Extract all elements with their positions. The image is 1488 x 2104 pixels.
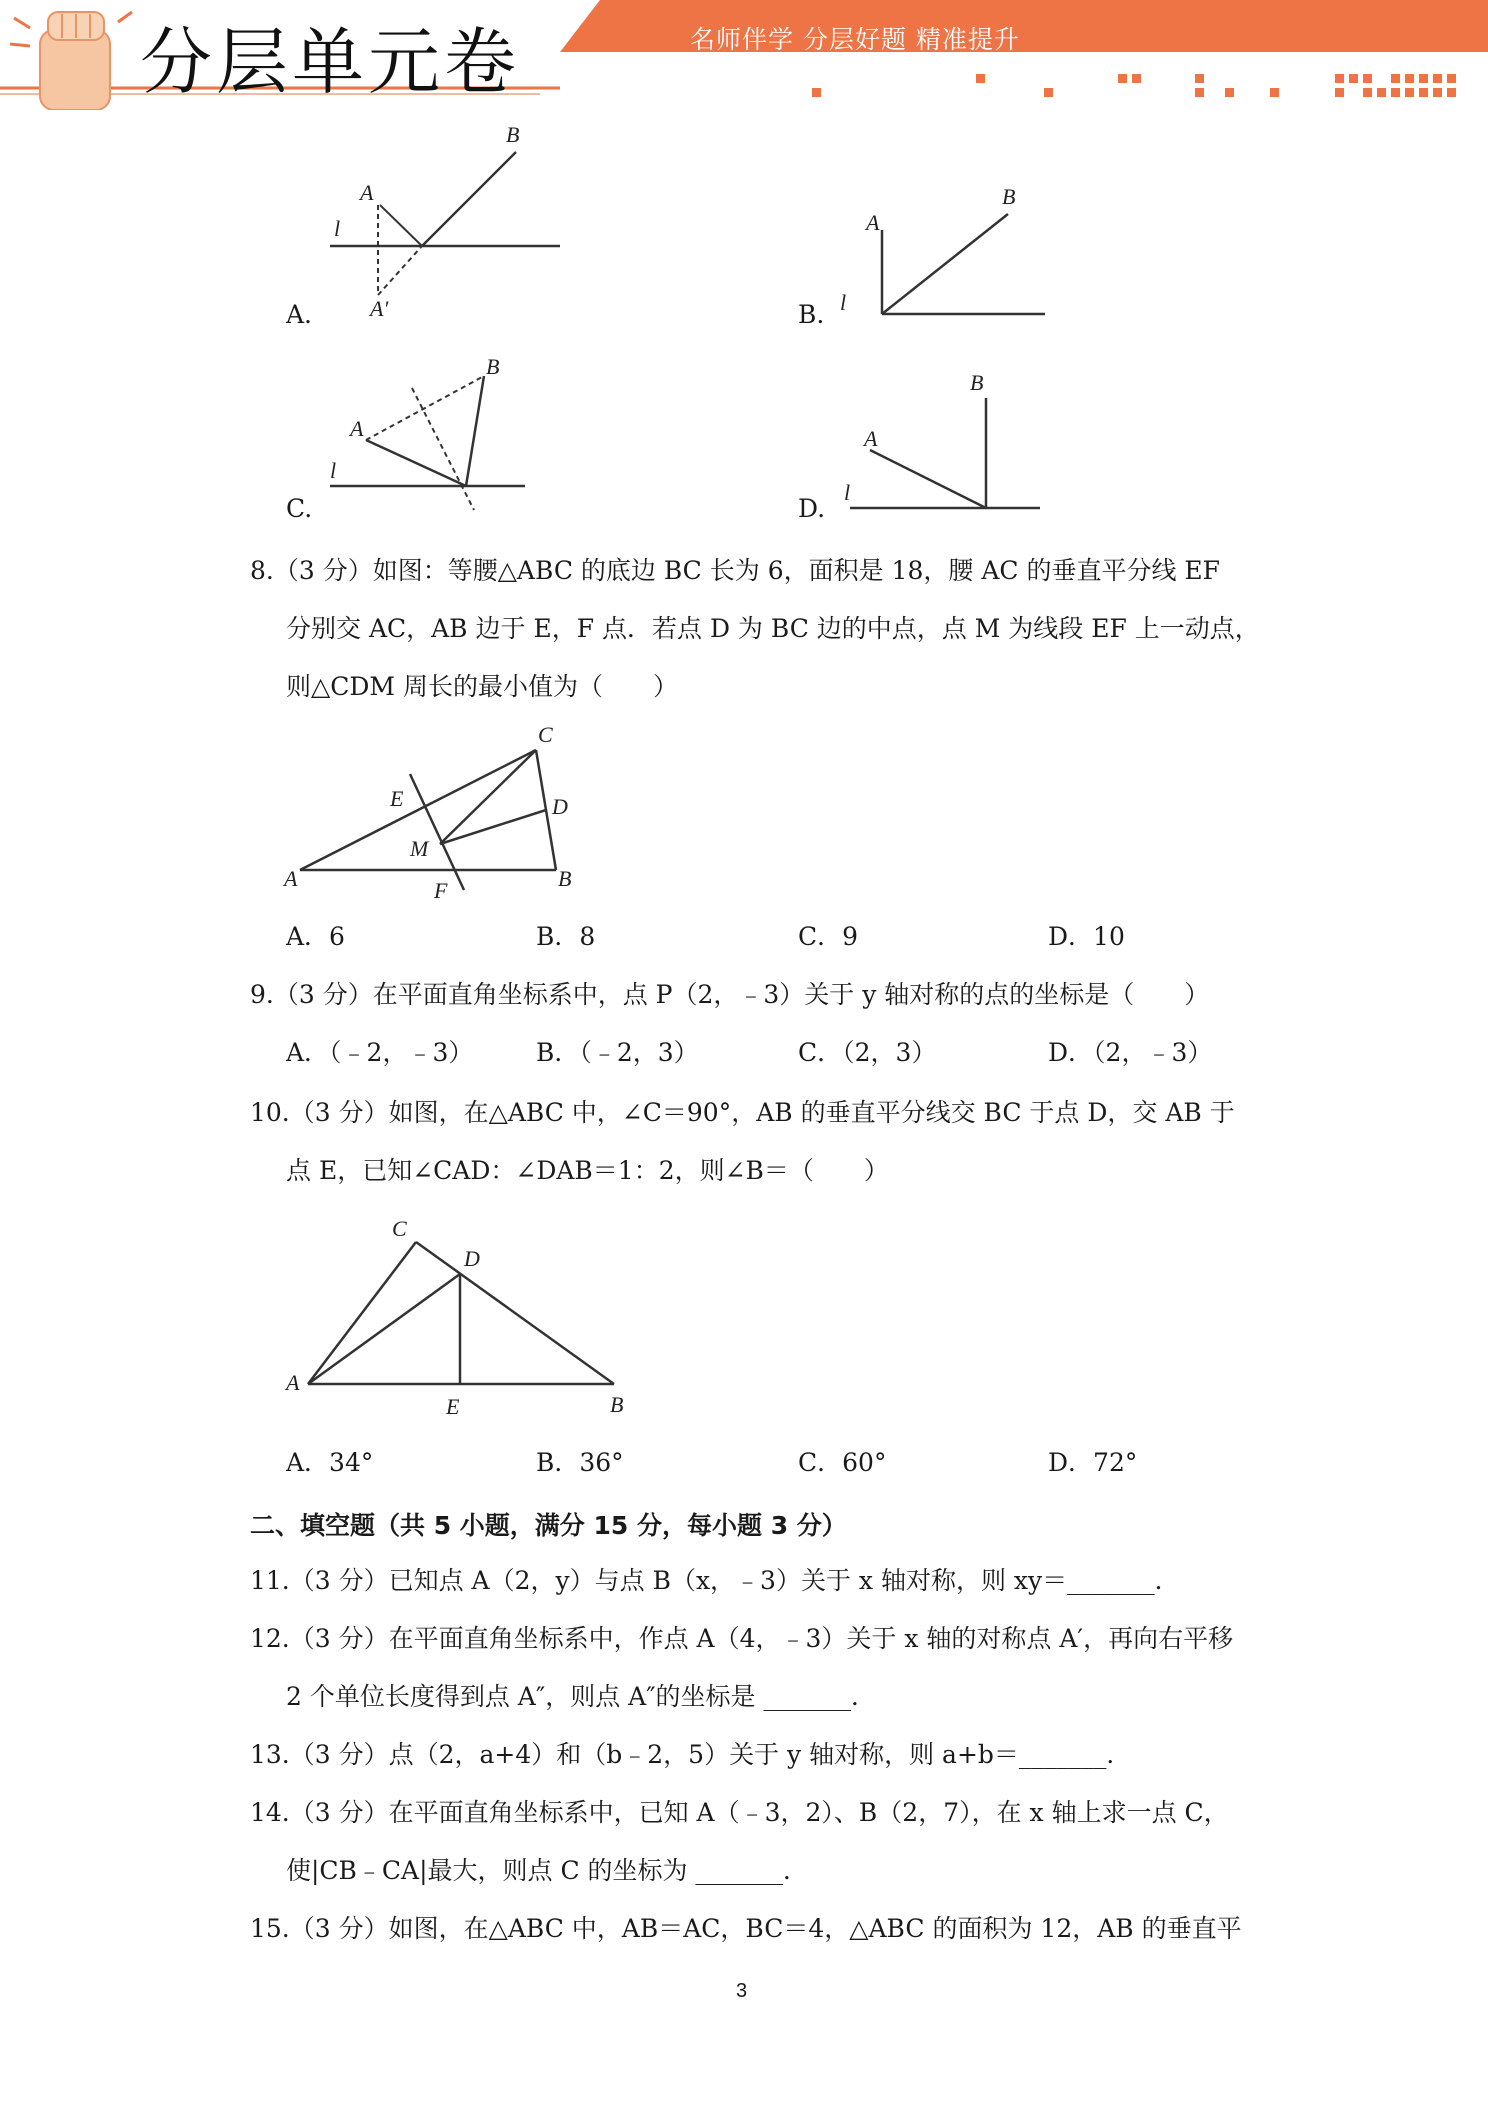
q7-option-b-label: B. (798, 300, 825, 329)
label-aprime: A′ (370, 296, 389, 320)
page-number: 3 (736, 1980, 748, 2002)
label-d: D (552, 794, 568, 819)
q14-line1: 14.（3 分）在平面直角坐标系中，已知 A（﹣3，2）、B（2，7），在 x 轴上求一点 C， (250, 1798, 1229, 1827)
q8-option-d: D．10 (1048, 922, 1125, 951)
q9-line1: 9.（3 分）在平面直角坐标系中，点 P（2，﹣3）关于 y 轴对称的点的坐标是（ ） (250, 980, 1210, 1009)
q10-option-c: C．60° (798, 1448, 887, 1477)
q8-figure (280, 722, 600, 902)
q7-option-a-label: A. (286, 300, 313, 329)
label-e: E (390, 786, 404, 811)
q10-option-b: B．36° (536, 1448, 624, 1477)
q7-option-c-label: C. (286, 494, 313, 523)
q9-option-d: D．（2，﹣3） (1048, 1038, 1213, 1067)
q7-figure-d (830, 368, 1050, 518)
q8-option-b: B．8 (536, 922, 596, 951)
q8-option-c: C．9 (798, 922, 859, 951)
label-a: A (286, 1370, 300, 1395)
q7-figure-c (320, 350, 550, 520)
q9-option-b: B．（﹣2，3） (536, 1038, 699, 1067)
q13-line1: 13.（3 分）点（2，a+4）和（b﹣2，5）关于 y 轴对称，则 a+b＝_______． (250, 1740, 1132, 1769)
q11-line1: 11.（3 分）已知点 A（2，y）与点 B（x，﹣3）关于 x 轴对称，则 xy＝_______． (250, 1566, 1180, 1595)
label-m: M (410, 836, 429, 861)
q12-line1: 12.（3 分）在平面直角坐标系中，作点 A（4，﹣3）关于 x 轴的对称点 A′，再向右平移 (250, 1624, 1234, 1653)
label-a: A (864, 426, 878, 451)
label-l: l (840, 290, 847, 315)
q14-line2: 使|CB﹣CA|最大，则点 C 的坐标为 _______． (286, 1856, 808, 1885)
q12-line2: 2 个单位长度得到点 A″，则点 A″的坐标是 _______． (286, 1682, 876, 1711)
q8-option-a: A．6 (286, 922, 345, 951)
label-e: E (446, 1394, 460, 1419)
decor-dots (812, 74, 1456, 97)
label-b: B (610, 1392, 624, 1417)
label-f: F (434, 878, 448, 902)
header-title: 分层单元卷 (140, 20, 521, 104)
label-b: B (970, 370, 984, 395)
label-c: C (538, 722, 553, 747)
label-b: B (1002, 184, 1016, 209)
q7-figure-b (830, 180, 1060, 320)
q9-option-a: A．（﹣2，﹣3） (286, 1038, 474, 1067)
q8-line2: 分别交 AC，AB 边于 E，F 点．若点 D 为 BC 边的中点，点 M 为线段 EF 上一动点， (286, 614, 1260, 643)
label-d: D (464, 1246, 480, 1271)
fist-icon (10, 12, 132, 110)
label-c: C (392, 1216, 407, 1241)
q7-option-d-label: D. (798, 494, 826, 523)
header-slogan: 名师伴学 分层好题 精准提升 (690, 25, 1020, 54)
label-a: A (284, 866, 298, 891)
label-l: l (334, 216, 341, 241)
q10-figure (280, 1208, 640, 1428)
q10-option-d: D．72° (1048, 1448, 1138, 1477)
label-b: B (486, 354, 500, 379)
label-b: B (558, 866, 572, 891)
q10-option-a: A．34° (286, 1448, 374, 1477)
q10-line1: 10.（3 分）如图，在△ABC 中，∠C＝90°，AB 的垂直平分线交 BC 于点 D，交 AB 于 (250, 1098, 1235, 1127)
label-a: A (866, 210, 880, 235)
q7-figure-a (320, 120, 580, 320)
label-b: B (506, 122, 520, 147)
q8-line3: 则△CDM 周长的最小值为（ ） (286, 672, 678, 701)
q10-line2: 点 E，已知∠CAD：∠DAB＝1：2，则∠B＝（ ） (286, 1156, 889, 1185)
label-l: l (844, 480, 851, 505)
q8-line1: 8.（3 分）如图：等腰△ABC 的底边 BC 长为 6，面积是 18，腰 AC 的垂直平分线 EF (250, 556, 1220, 585)
label-a: A (360, 180, 374, 205)
label-a: A (350, 416, 364, 441)
label-l: l (330, 458, 337, 483)
q15-line1: 15.（3 分）如图，在△ABC 中，AB＝AC，BC＝4，△ABC 的面积为 12，AB 的垂直平 (250, 1914, 1242, 1943)
section-heading: 二、填空题（共 5 小题，满分 15 分，每小题 3 分） (250, 1511, 847, 1540)
q9-option-c: C．（2，3） (798, 1038, 937, 1067)
